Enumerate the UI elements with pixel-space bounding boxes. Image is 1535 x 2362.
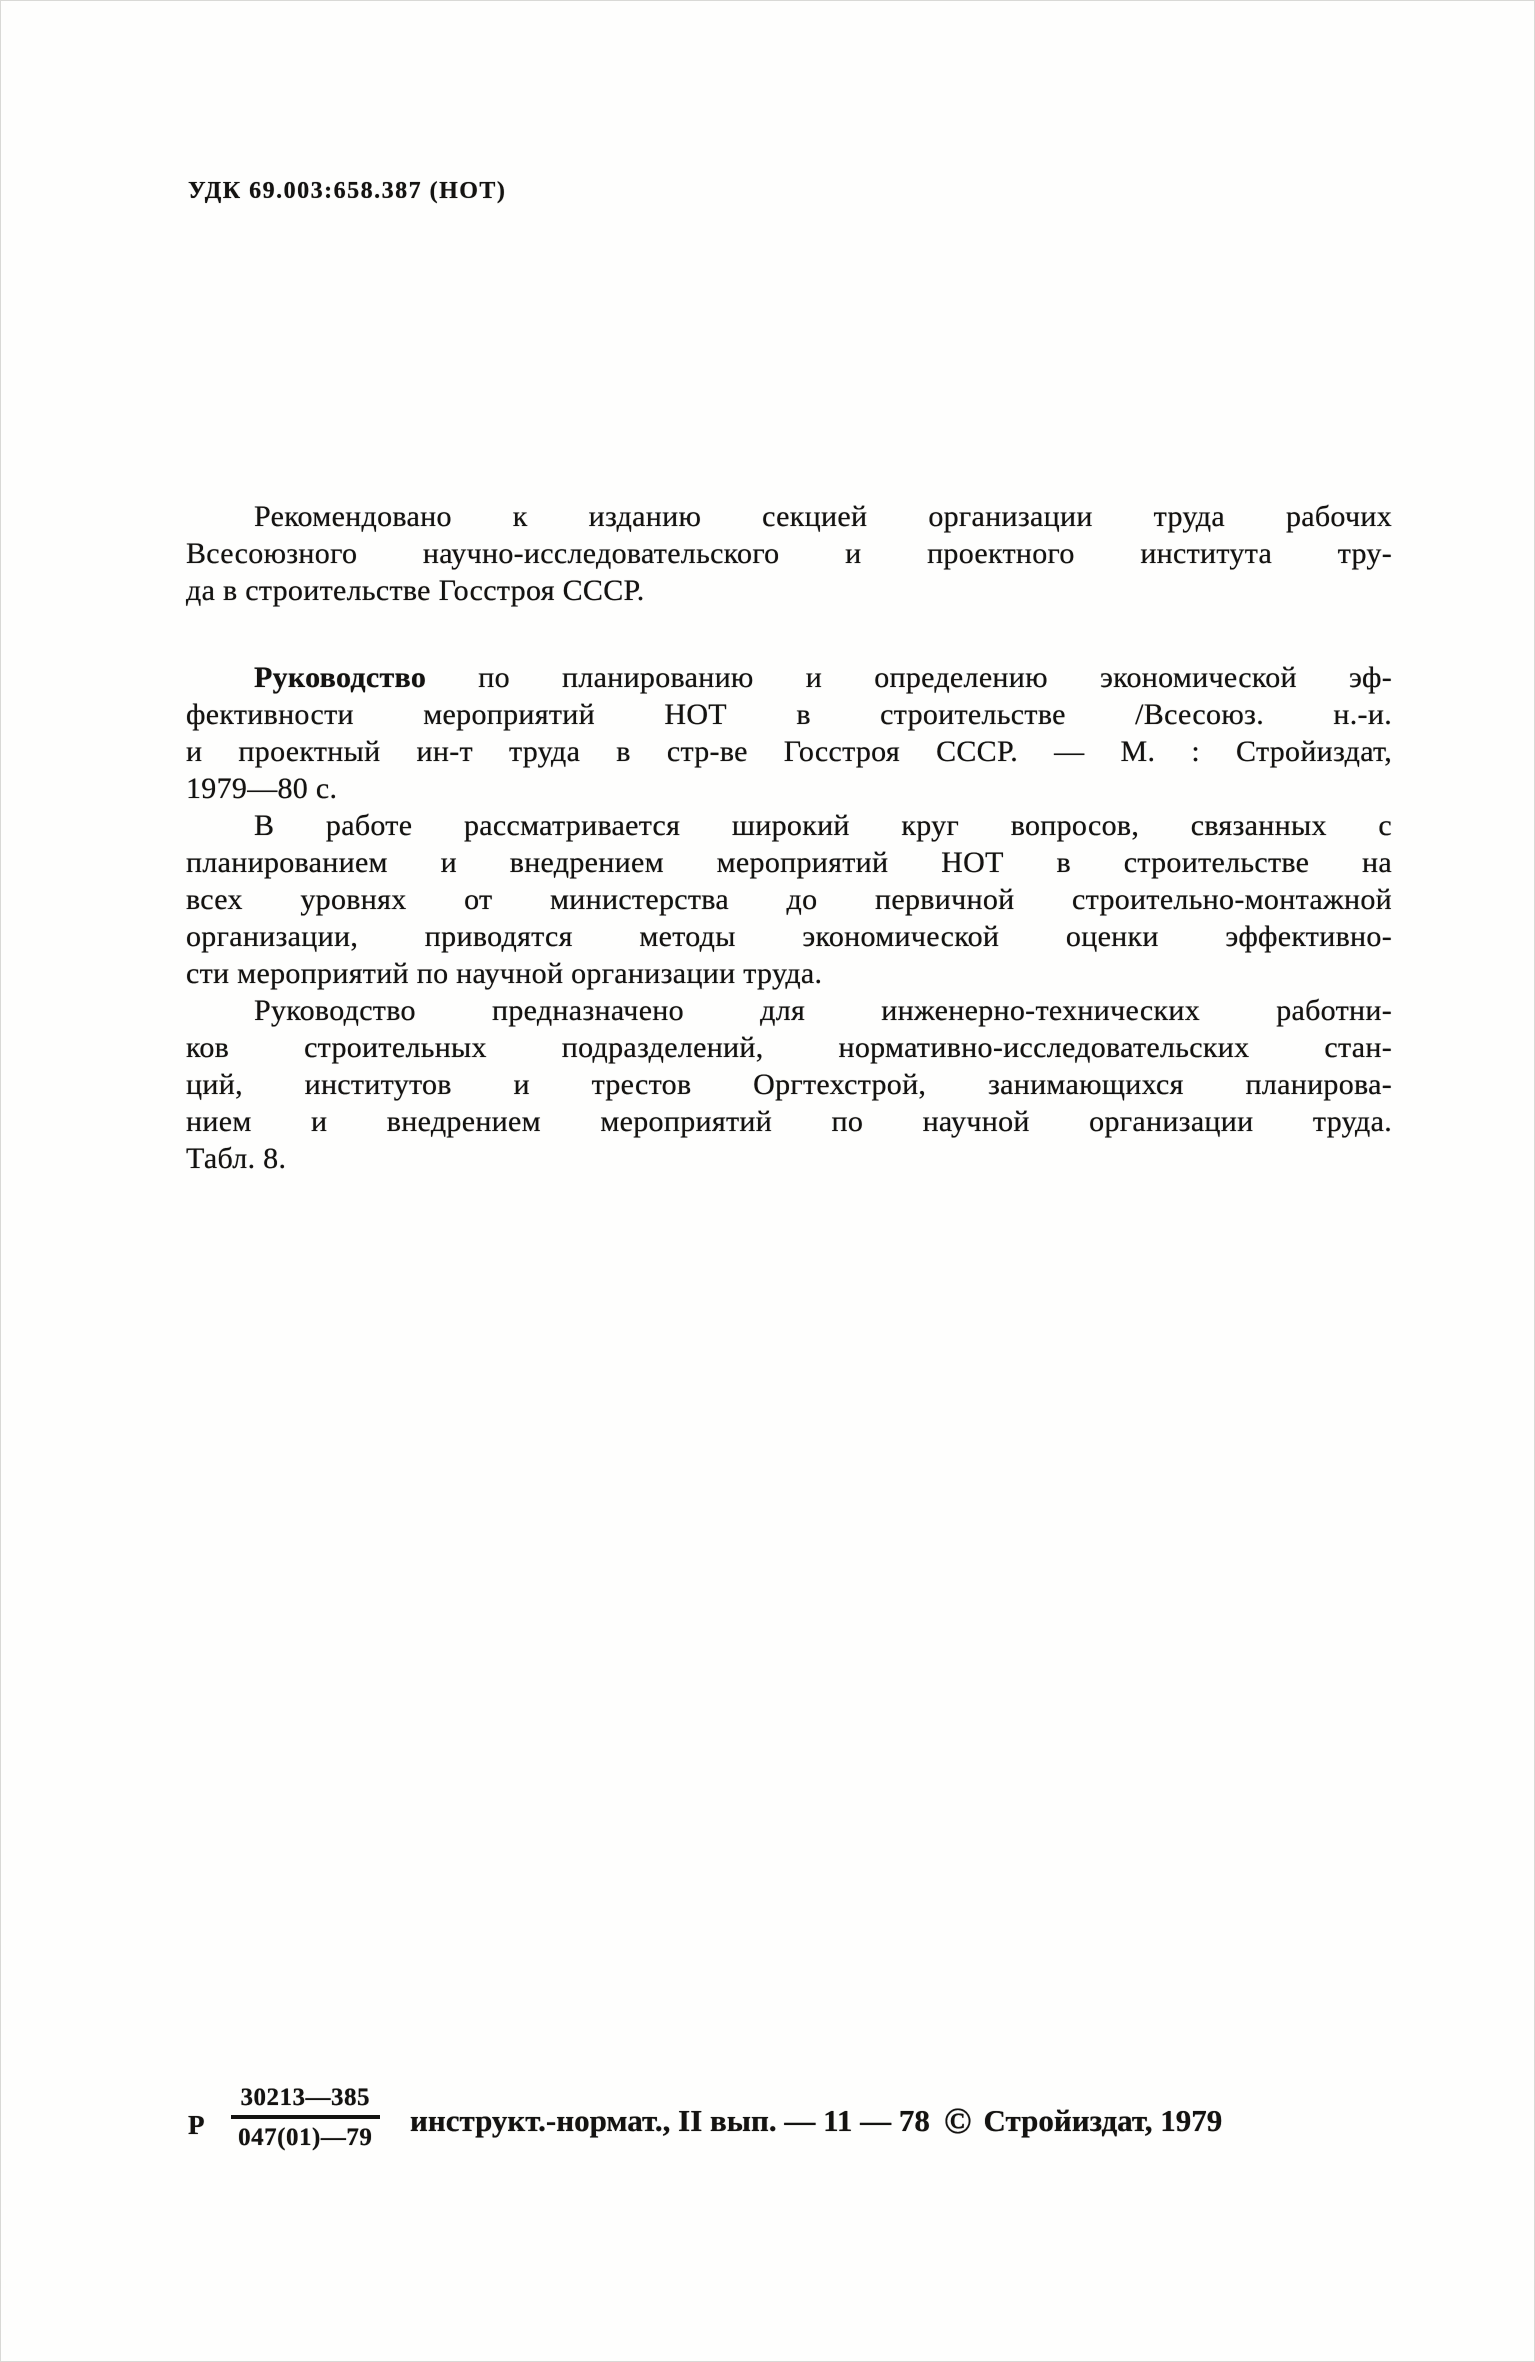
text-line: 1979—80 с. <box>186 772 338 805</box>
catalog-fraction-denominator: 047(01)—79 <box>238 2124 373 2152</box>
imprint-block <box>188 2082 1418 2154</box>
text-line-rest: по планированию и определению экономической эф- <box>426 661 1392 694</box>
udc-classification-code: УДК 69.003:658.387 (НОТ) <box>188 178 507 204</box>
text-line: нием и внедрением мероприятий по научной организации труда. <box>186 1105 1392 1138</box>
catalog-fraction-numerator: 30213—385 <box>231 2082 381 2119</box>
text-line: ков строительных подразделений, нормативно-исследовательских стан- <box>186 1031 1392 1064</box>
paragraph-audience <box>186 992 1392 1177</box>
catalog-fraction <box>231 2082 381 2154</box>
text-line: ций, институтов и трестов Оргтехстрой, занимающихся планирова- <box>186 1068 1392 1101</box>
text-line: Всесоюзного научно-исследовательского и проектного института тру- <box>186 537 1392 570</box>
paragraph-recommendation <box>186 498 1392 609</box>
copyright-icon: © <box>943 2101 972 2143</box>
text-line: Руководство предназначено для инженерно-технических работни- <box>254 994 1392 1027</box>
text-line: Табл. 8. <box>186 1142 287 1175</box>
series-designation: инструкт.-нормат., II вып. — 11 — 78 <box>410 2103 930 2139</box>
text-line <box>186 659 1392 696</box>
text-line: всех уровнях от министерства до первичной строительно-монтажной <box>186 883 1392 916</box>
text-line: В работе рассматривается широкий круг вопросов, связанных с <box>254 809 1392 842</box>
text-line: фективности мероприятий НОТ в строительстве /Всесоюз. н.-и. <box>186 698 1392 731</box>
imprint-line <box>410 2098 1222 2141</box>
bibliographic-lead-word: Руководство <box>254 661 427 694</box>
text-line: и проектный ин-т труда в стр-ве Госстроя СССР. — М. : Стройиздат, <box>186 735 1392 768</box>
publisher-and-year: Стройиздат, 1979 <box>983 2103 1223 2139</box>
paragraph-bibliographic-entry <box>186 659 1392 807</box>
text-line: сти мероприятий по научной организации труда. <box>186 957 823 990</box>
text-line: организации, приводятся методы экономической оценки эффективно- <box>186 920 1392 953</box>
paragraph-summary <box>186 807 1392 992</box>
text-line: да в строительстве Госстроя СССР. <box>186 574 645 607</box>
text-line: Рекомендовано к изданию секцией организации труда рабочих <box>254 500 1392 533</box>
text-line: планированием и внедрением мероприятий НОТ в строительстве на <box>186 846 1392 879</box>
catalog-letter: Р <box>188 2110 205 2141</box>
annotation-block <box>186 498 1392 1177</box>
